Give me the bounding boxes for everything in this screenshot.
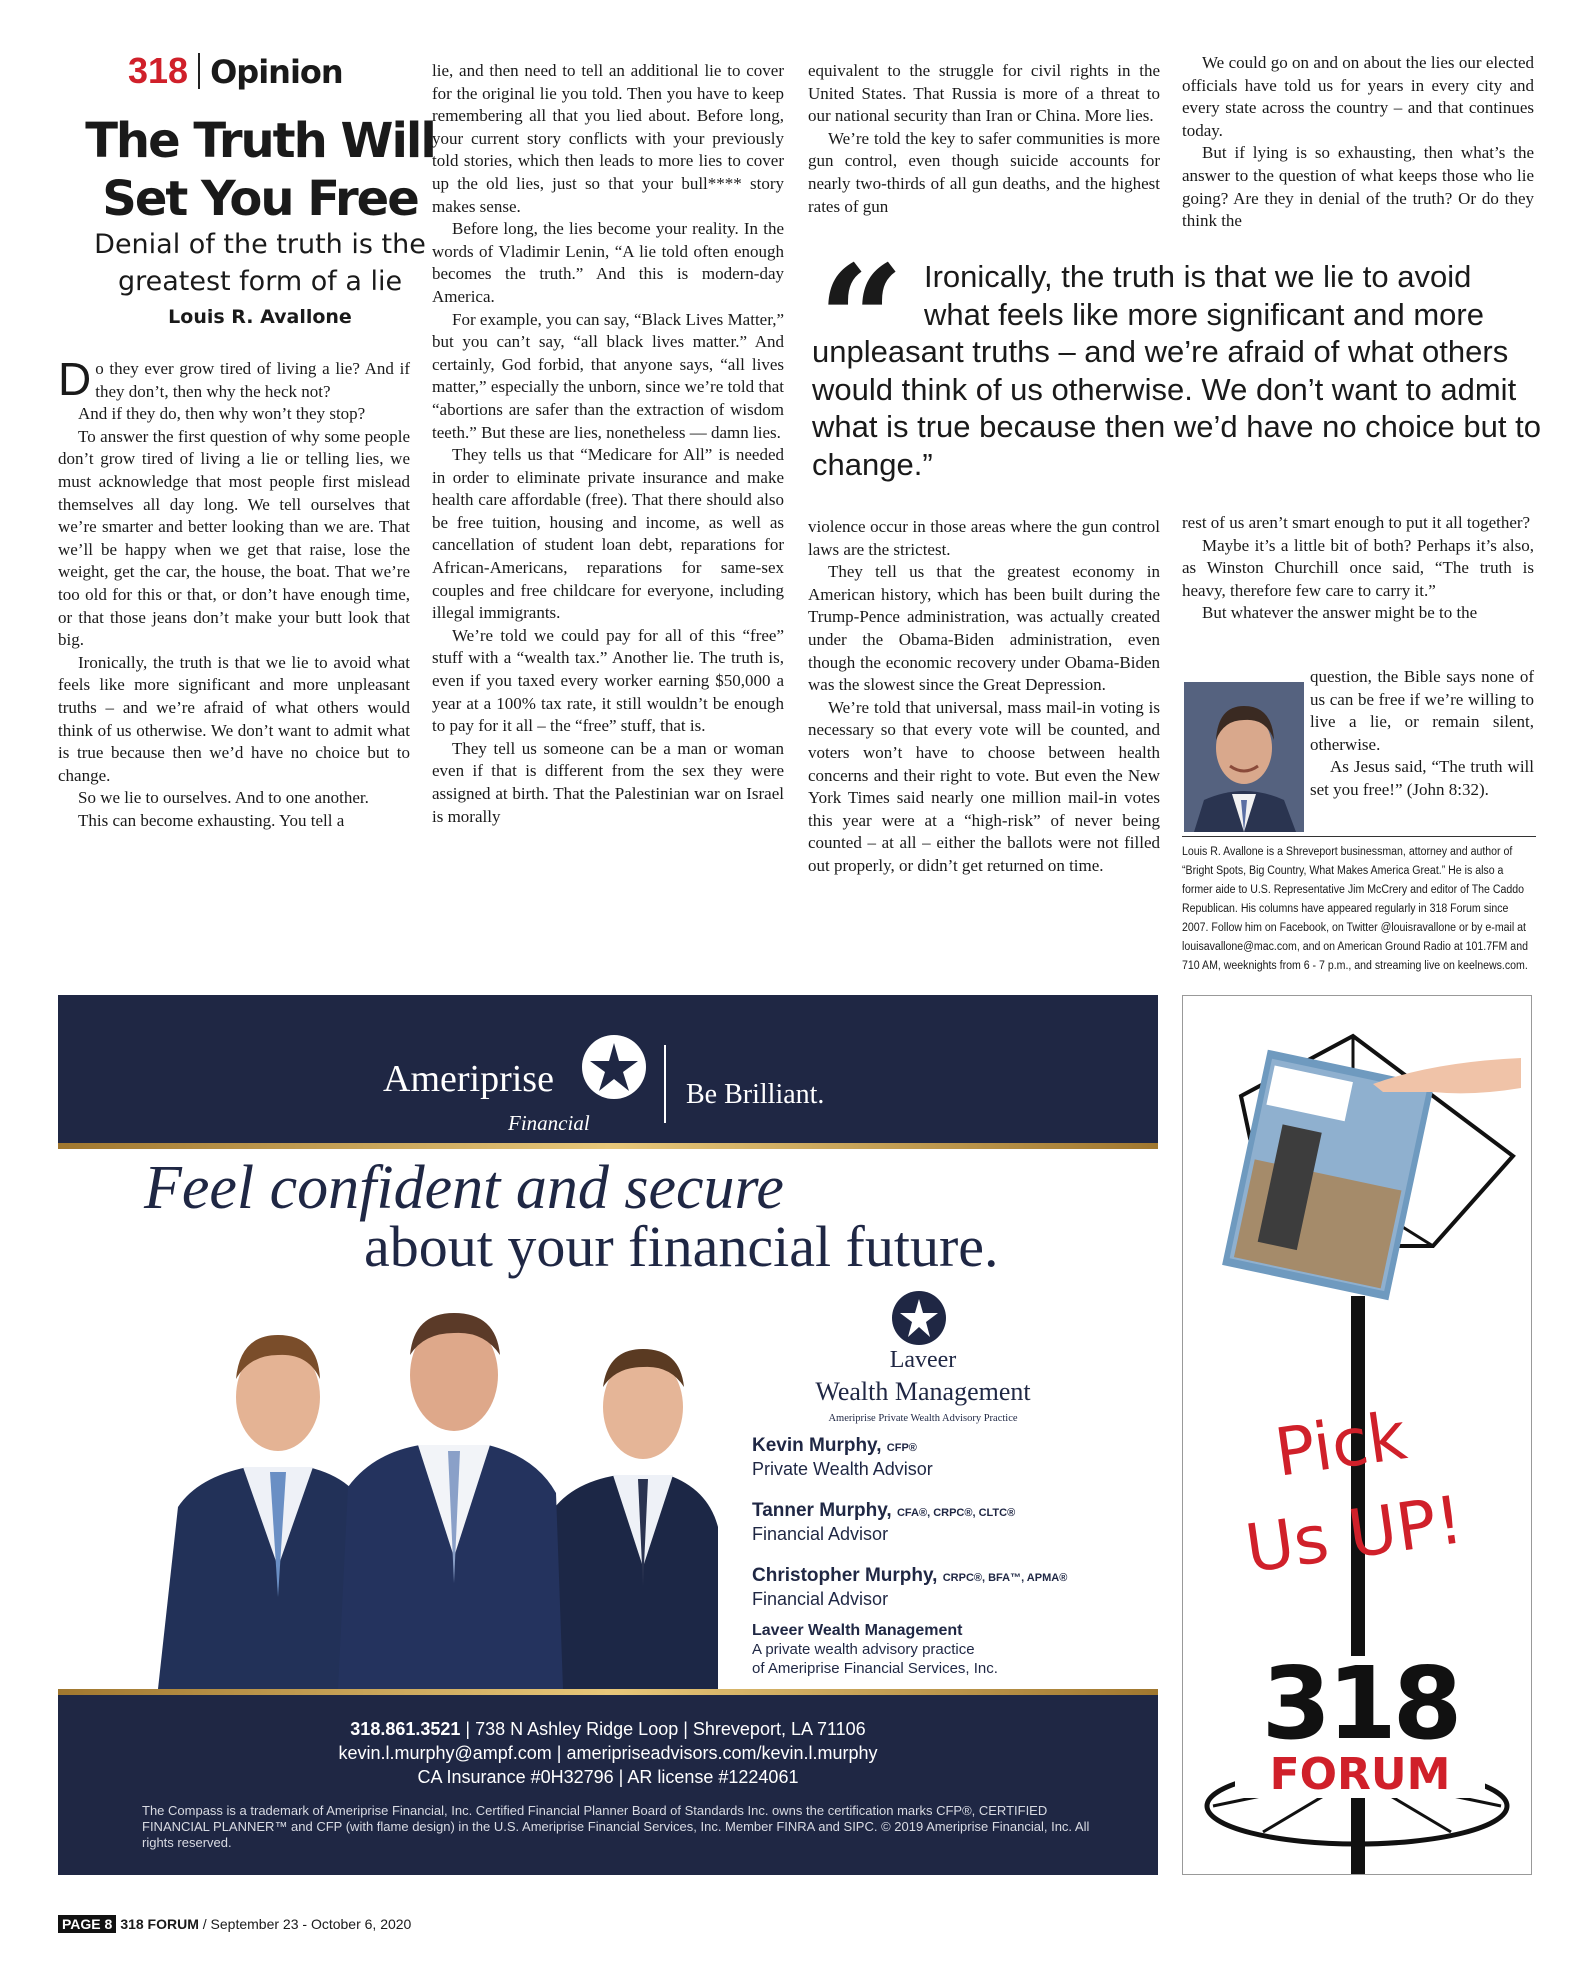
- practice-info: [752, 1621, 1112, 1678]
- laveer-star-icon: [892, 1291, 946, 1345]
- firm-name-line-2: Wealth Management: [815, 1377, 1031, 1406]
- practice-line-1: A private wealth advisory practice: [752, 1641, 975, 1658]
- article-column-3-top: [808, 60, 1160, 218]
- section-divider: [198, 53, 200, 89]
- quote-mark-icon: “: [818, 233, 905, 409]
- advisor-name: Tanner Murphy,: [752, 1500, 892, 1521]
- paragraph: For example, you can say, “Black Lives Matter,” but you can’t say, “all black lives matter.” And certainly, God forbid, that anyone says, “all lives matter,” especially the unborn, since we’re told that “abortions are safer than the extraction of wisdom teeth.” But these are lies, nonetheless — damn lies.: [432, 309, 784, 442]
- ad-license: CA Insurance #0H32796 | AR license #1224061: [417, 1767, 799, 1787]
- paragraph: This can become exhausting. You tell a: [78, 810, 345, 830]
- advisors-photo: [158, 1267, 718, 1689]
- pull-quote-line-2: what feels like more significant and more: [924, 296, 1484, 332]
- drop-cap: D: [58, 353, 92, 405]
- paragraph: Ironically, the truth is that we lie to avoid what feels like more significant and more unpleasant truths – and we’re afraid of what others would think of us otherwise. We don’t want to admit what is true because then we’d have no choice but to change.: [58, 652, 410, 785]
- advisor-entry: [752, 1500, 1112, 1545]
- ad-legal-text: The Compass is a trademark of Ameriprise Financial, Inc. Certified Financial Planner Board of Standards Inc. owns the certification marks CFP®, CERTIFIED FINANCIAL PLANNER™ and CFP (with flame design) in the U.S. Ameriprise Financial Services, Inc. Member FINRA and SIPC. © 2019 Ameriprise Financial, Inc. All rights reserved.: [142, 1803, 1090, 1850]
- article-column-4-top: [1182, 52, 1534, 233]
- pickup-line-2: Us UP!: [1240, 1481, 1468, 1588]
- advisor-name: Christopher Murphy,: [752, 1565, 938, 1586]
- advisor-title: Private Wealth Advisor: [752, 1459, 933, 1479]
- paragraph: They tell us someone can be a man or woman even if that is different from the sex they were assigned at birth. That the Palestinian war on Israel is morally: [432, 738, 784, 826]
- paragraph: We’re told the key to safer communities is more gun control, even though suicide accounts for nearly two-thirds of all gun deaths, and the highest rates of gun: [808, 128, 1160, 216]
- section-number: 318: [128, 50, 189, 91]
- article-column-4-bottom: [1182, 512, 1534, 625]
- author-bio: Louis R. Avallone is a Shreveport businessman, attorney and author of “Bright Spots, Big Country, What Makes America Great.” He is also a former aide to U.S. Representative Jim McCrery and editor of The Caddo Republican. His columns have appeared regularly in 318 Forum since 2007. Follow him on Facebook, on Twitter @louisravallone or by e-mail at louisavallone@mac.com, and on American Ground Radio at 101.7FM and 710 AM, weeknights from 6 - 7 p.m., and streaming live on keelnews.com.: [1182, 846, 1528, 972]
- paragraph: As Jesus said, “The truth will set you free!” (John 8:32).: [1310, 757, 1534, 799]
- ad-headline-1: Feel confident and secure: [144, 1154, 784, 1222]
- advisor-name: Kevin Murphy,: [752, 1435, 882, 1456]
- ad-contact: [58, 1717, 1158, 1789]
- pull-quote: [812, 258, 1542, 483]
- paragraph: They tell us that the greatest economy in American history, which has been built during the Trump-Pence administration, was actually created under the Obama-Biden administration, even though the economic recovery under Obama-Biden was the slowest since the Great Depression.: [808, 562, 1160, 695]
- advisor-title: Financial Advisor: [752, 1589, 889, 1609]
- paragraph: Do they ever grow tired of living a lie? And if they don’t, then why the heck not?: [58, 353, 410, 405]
- author-photo: [1184, 682, 1304, 832]
- ad-phone[interactable]: 318.861.3521: [350, 1719, 461, 1739]
- section-name: Opinion: [210, 53, 343, 91]
- article-column-2: [432, 60, 784, 828]
- paragraph: So we lie to ourselves. And to one another.: [78, 788, 369, 808]
- ad-headline-2: about your financial future.: [364, 1214, 999, 1279]
- compass-star-icon: [582, 1035, 646, 1099]
- subheadline: [60, 226, 460, 300]
- ad-brand-sub: Financial: [508, 1111, 590, 1135]
- ad-brand-name: Ameriprise: [383, 1058, 554, 1100]
- subhead-line-2: greatest form of a lie: [117, 266, 403, 297]
- practice-line-2: of Ameriprise Financial Services, Inc.: [752, 1660, 998, 1677]
- firm-name-line-3: Ameriprise Private Wealth Advisory Practice: [828, 1413, 1018, 1424]
- headline: [60, 112, 460, 228]
- section-header: [128, 50, 408, 92]
- paragraph: question, the Bible says none of us can be free if we’re willing to live a lie, or remain silent, otherwise.: [1310, 667, 1534, 754]
- page-number: PAGE 8: [58, 1915, 116, 1933]
- practice-name: Laveer Wealth Management: [752, 1622, 963, 1639]
- paragraph: violence occur in those areas where the gun control laws are the strictest.: [808, 517, 1160, 559]
- pull-quote-line-1: Ironically, the truth is that we lie to avoid: [924, 259, 1472, 294]
- paragraph: We’re told that universal, mass mail-in voting is necessary so that every vote will be counted, and voters won’t have to choose between health concerns and their right to vote. But even the New York Times said nearly one million mail-in votes this year were at a “high-risk” of never being counted – at all – either the ballots were not filled out properly, or didn’t get returned on time.: [808, 697, 1160, 875]
- paragraph: lie, and then need to tell an additional lie to cover for the original lie you told. Then you have to keep remembering all that you lied about. Before long, your current story conflicts with your previously told stories, which then leads to more lies to cover up the old lies, just so that your bull**** story makes sense.: [432, 61, 784, 216]
- article-column-3-bottom: [808, 516, 1160, 878]
- subhead-line-1: Denial of the truth is the: [94, 229, 426, 260]
- paragraph: But whatever the answer might be to the: [1202, 603, 1478, 623]
- byline: Louis R. Avallone: [168, 306, 352, 328]
- footer-dates: / September 23 - October 6, 2020: [202, 1916, 412, 1932]
- paragraph: Maybe it’s a little bit of both? Perhaps it’s also, as Winston Churchill once said, “The truth is heavy, therefore few care to carry it.”: [1182, 535, 1534, 600]
- ad-gold-rule: [58, 1143, 1158, 1149]
- advisor-title: Financial Advisor: [752, 1524, 889, 1544]
- headline-line-2: Set You Free: [102, 171, 418, 227]
- footer-publication: 318 FORUM: [120, 1916, 199, 1932]
- 318-forum-logo: 318 FORUM: [1235, 1656, 1485, 1798]
- article-column-4-wrap: [1310, 666, 1534, 802]
- pickup-line-1: Pick: [1270, 1397, 1411, 1492]
- paragraph: But if lying is so exhausting, then what’s the answer to the question of what keeps those who lie going? Are they in denial of the truth? Or do they think the: [1182, 143, 1534, 231]
- paragraph: And if they do, then why won’t they stop?: [78, 404, 366, 424]
- paragraph: rest of us aren’t smart enough to put it all together?: [1182, 513, 1531, 532]
- paragraph: We’re told we could pay for all of this “free” stuff with a “wealth tax.” Another lie. The truth is, even if you taxed every worker earning $50,000 a year at a 100% tax rate, it still wouldn’t be enough to pay for it all – the “free” stuff, that is.: [432, 625, 784, 736]
- advisor-credentials: CRPC®, BFA™, APMA®: [942, 1572, 1068, 1584]
- firm-name-line-1: Laveer: [889, 1347, 957, 1373]
- advisor-credentials: CFP®: [886, 1442, 917, 1454]
- paragraph: They tells us that “Medicare for All” is needed in order to eliminate private insurance and make health care affordable (free). That there should also be free tuition, housing and income, as well as cancellation of student loan debt, reparations for African-Americans, reparations for same-sex couples and free childcare for everyone, including illegal immigrants.: [432, 445, 784, 623]
- advisor-credentials: CFA®, CRPC®, CLTC®: [896, 1507, 1016, 1519]
- ad-email-web[interactable]: kevin.l.murphy@ampf.com | ameripriseadvisors.com/kevin.l.murphy: [338, 1743, 878, 1763]
- paragraph: We could go on and on about the lies our elected officials have told us for years in every city and every state across the country – and that continues today.: [1182, 53, 1534, 140]
- ad-brand-divider: [664, 1045, 666, 1123]
- paragraph: equivalent to the struggle for civil rights in the United States. That Russia is more of a threat to our national security than Iran or China. More lies.: [808, 61, 1160, 126]
- bio-divider: [1182, 836, 1536, 837]
- ameriprise-ad[interactable]: [58, 995, 1158, 1875]
- advisor-entry: [752, 1435, 1112, 1480]
- page-footer: [58, 1916, 411, 1932]
- pull-quote-rest: unpleasant truths – and we’re afraid of what others would think of us otherwise. We don’t want to admit what is true because then we’d have no choice but to change.”: [812, 334, 1541, 482]
- ad-address: | 738 N Ashley Ridge Loop | Shreveport, LA 71106: [460, 1719, 866, 1739]
- paragraph: Before long, the lies become your reality. In the words of Vladimir Lenin, “A lie told often enough becomes the truth.” And this is modern-day America.: [432, 219, 784, 306]
- pickup-ad[interactable]: [1182, 995, 1532, 1875]
- headline-line-1: The Truth Will: [85, 113, 435, 169]
- article-column-1: [58, 353, 410, 832]
- advisor-entry: [752, 1565, 1112, 1610]
- paragraph: To answer the first question of why some people don’t grow tired of living a lie or telling lies, we must acknowledge that most people first mislead themselves all day long. We tell ourselves that we’re smarter and better looking than we are. That we’ll be happy when we get that raise, lose the weight, get the car, the house, the boat. That we’re too old for this or that, or don’t have enough time, or that those jeans don’t make your butt look that big.: [58, 426, 410, 650]
- ad-tagline: Be Brilliant.: [686, 1079, 825, 1110]
